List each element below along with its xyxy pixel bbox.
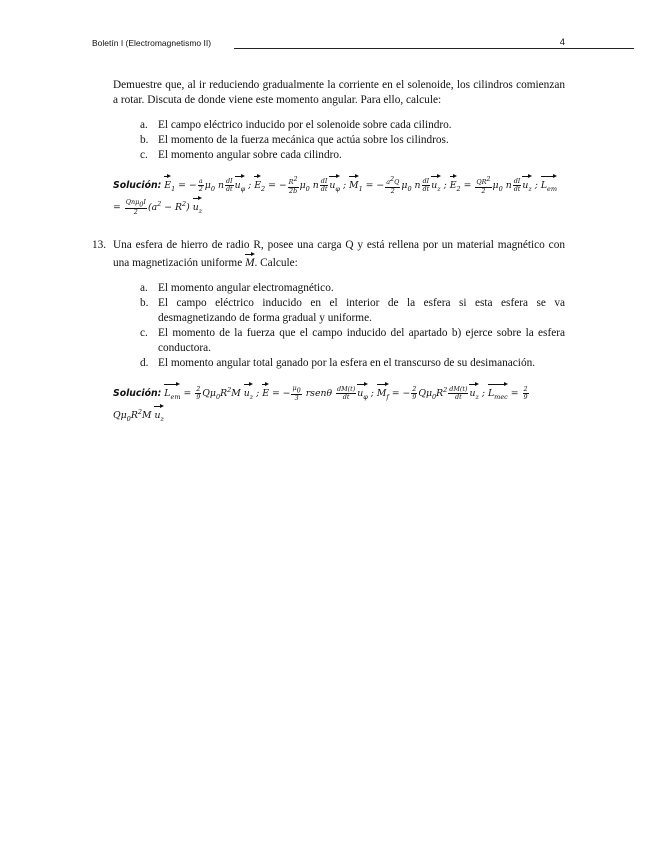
header-rule xyxy=(234,48,634,49)
page-header xyxy=(92,38,565,54)
question-list-2 xyxy=(140,281,565,371)
solution-label: Solución: xyxy=(113,180,162,191)
problem-number: 13. xyxy=(92,238,107,251)
list-item: b. El campo eléctrico inducido en el interior de la esfera si esta esfera se va desmagnetizando de forma gradual y uniforme. xyxy=(140,296,565,324)
solution-2: Solución: $L_{em}$ = $\frac{2}{9}$ $Q\mu_0R^2M$ $u_z$ ; E = − $\frac{\mu_0}{3}$ rsenθ $\frac{dM(t)}{dt}$ $u_\varphi$ ; $M_f$ = − $\frac{2}{9}$ $Q\mu_0R^2$ $\frac{dM(t)}{dt}$ $u_z$ ; $L_{mec}$ = $\frac{2}{9}$ $Q\mu_0R^2M$ $u_z$ xyxy=(113,383,565,427)
page-number: 4 xyxy=(559,37,565,48)
magnetization-vector: M xyxy=(245,253,254,271)
header-title: Boletín I (Electromagnetismo II) xyxy=(92,38,212,48)
solution-label: Solución: xyxy=(113,387,162,399)
problem-statement: Una esfera de hierro de radio R, posee una carga Q y está rellena por un material magnético con una magnetización uniforme xyxy=(113,238,565,269)
solution-1: Solución: $E_1$ = − $\frac{a}{2}$ $\mu_0$ n $\frac{dI}{dt}$ $u_\varphi$ ; $E_2$ = − $\frac{R^2}{2b}$ $\mu_0$ n $\frac{dI}{dt}$ $u_\varphi$ ; $M_1$ = − $\frac{a^2Q}{2}$ $\mu_0$ n $\frac{dI}{dt}$ $u_z$ ; $E_2$ = $\frac{QR^2}{2}$ $\mu_0$ n $\frac{dI}{dt}$ $u_z$ ; $L_{em}$ = Qnμ$_0$I 2 $(a^2 - R^2)$ $u_z$ xyxy=(113,175,565,219)
list-item: b. El momento de la fuerza mecánica que actúa sobre los cilindros. xyxy=(140,134,449,146)
intro-paragraph: Demuestre que, al ir reduciendo gradualmente la corriente en el solenoide, los cilindros comienzan a rotar. Discuta de donde viene este momento angular. Para ello, calcule: xyxy=(113,79,565,106)
list-item: a. El momento angular electromagnético. xyxy=(140,281,334,294)
list-item: a. El campo eléctrico inducido por el solenoide sobre cada cilindro. xyxy=(140,119,452,131)
problem-13: 13. Una esfera de hierro de radio R, posee una carga Q y está rellena por un material magnético con una magnetización uniforme M. Calcule: xyxy=(92,238,565,269)
question-list-1 xyxy=(140,118,565,163)
list-item: c. El momento de la fuerza que el campo inducido del apartado b) ejerce sobre la esfera conductora. xyxy=(140,326,565,354)
list-item: c. El momento angular sobre cada cilindro. xyxy=(140,149,342,161)
list-item: d. El momento angular total ganado por la esfera en el transcurso de su desimanación. xyxy=(140,356,536,369)
page-body xyxy=(92,78,565,427)
